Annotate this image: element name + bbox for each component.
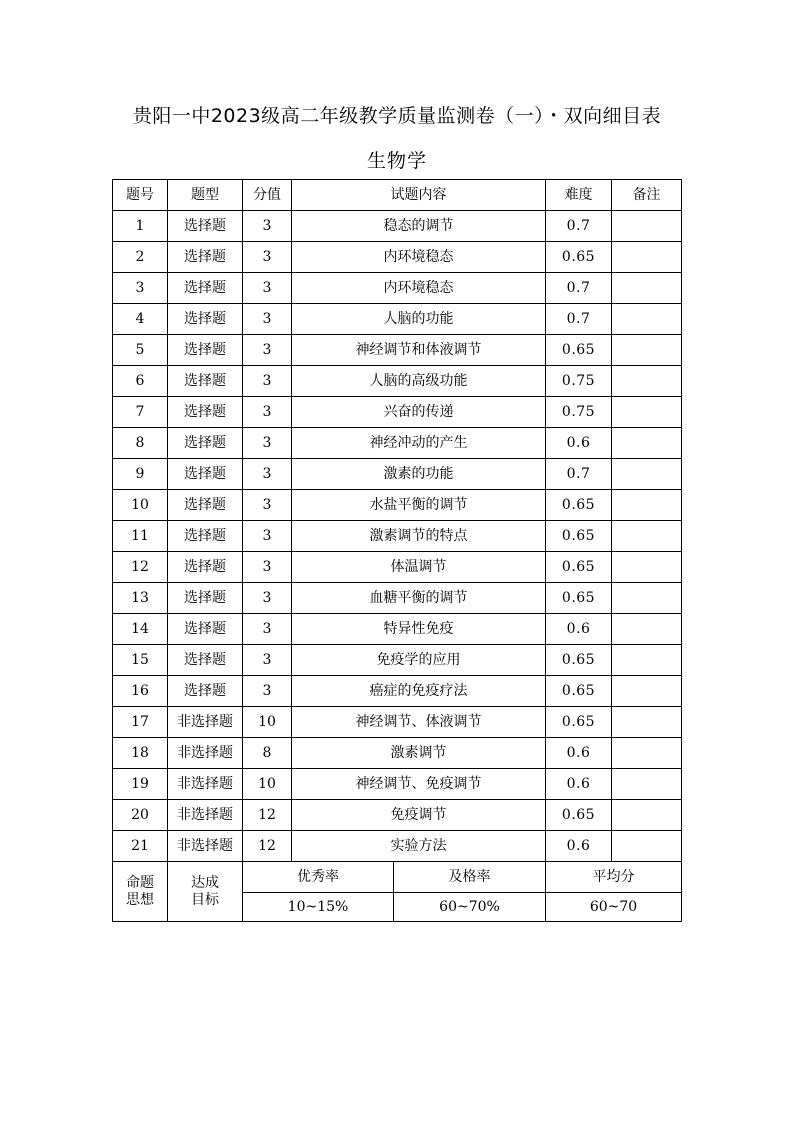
content-cell: 神经调节、体液调节 [292, 707, 546, 738]
question-type-cell: 选择题 [168, 366, 243, 397]
score-cell: 3 [243, 211, 292, 242]
score-cell: 3 [243, 366, 292, 397]
question-type-cell: 选择题 [168, 490, 243, 521]
table-row [113, 273, 682, 304]
remark-cell [612, 769, 682, 800]
question-number-cell: 9 [113, 459, 168, 490]
score-cell: 3 [243, 583, 292, 614]
score-cell: 10 [243, 769, 292, 800]
goal-cell [168, 862, 243, 922]
question-type-cell: 选择题 [168, 397, 243, 428]
content-cell: 癌症的免疫疗法 [292, 676, 546, 707]
table-header-row [113, 180, 682, 211]
remark-cell [612, 738, 682, 769]
question-number-cell: 2 [113, 242, 168, 273]
question-type-cell: 选择题 [168, 273, 243, 304]
remark-cell [612, 366, 682, 397]
difficulty-cell: 0.65 [546, 521, 612, 552]
content-cell: 体温调节 [292, 552, 546, 583]
question-type-cell: 选择题 [168, 614, 243, 645]
question-number-cell: 16 [113, 676, 168, 707]
content-cell: 激素调节 [292, 738, 546, 769]
question-number-cell: 3 [113, 273, 168, 304]
question-number-cell: 17 [113, 707, 168, 738]
score-cell: 3 [243, 304, 292, 335]
content-cell: 内环境稳态 [292, 273, 546, 304]
difficulty-cell: 0.6 [546, 831, 612, 862]
remark-cell [612, 273, 682, 304]
difficulty-cell: 0.6 [546, 738, 612, 769]
table-row [113, 428, 682, 459]
content-cell: 激素的功能 [292, 459, 546, 490]
question-number-cell: 5 [113, 335, 168, 366]
table-row [113, 335, 682, 366]
content-cell: 人脑的高级功能 [292, 366, 546, 397]
content-cell: 特异性免疫 [292, 614, 546, 645]
table-row [113, 211, 682, 242]
content-cell: 免疫调节 [292, 800, 546, 831]
question-type-cell: 选择题 [168, 335, 243, 366]
difficulty-cell: 0.65 [546, 552, 612, 583]
difficulty-cell: 0.65 [546, 242, 612, 273]
excellent-rate-value: 10~15% [243, 893, 394, 922]
table-row [113, 769, 682, 800]
score-cell: 10 [243, 707, 292, 738]
table-row [113, 304, 682, 335]
excellent-rate-label: 优秀率 [243, 862, 394, 893]
difficulty-cell: 0.6 [546, 428, 612, 459]
table-row [113, 521, 682, 552]
difficulty-cell: 0.6 [546, 614, 612, 645]
pass-rate-label: 及格率 [394, 862, 546, 893]
question-number-cell: 10 [113, 490, 168, 521]
goal-line-2: 目标 [191, 891, 219, 908]
score-cell: 3 [243, 397, 292, 428]
idea-line-1: 命题 [126, 875, 154, 892]
remark-cell [612, 800, 682, 831]
idea-line-2: 思想 [126, 891, 154, 908]
header-difficulty: 难度 [546, 180, 612, 211]
score-cell: 3 [243, 273, 292, 304]
remark-cell [612, 397, 682, 428]
header-question-number: 题号 [113, 180, 168, 211]
question-number-cell: 1 [113, 211, 168, 242]
question-number-cell: 6 [113, 366, 168, 397]
content-cell: 水盐平衡的调节 [292, 490, 546, 521]
content-cell: 血糖平衡的调节 [292, 583, 546, 614]
question-type-cell: 选择题 [168, 459, 243, 490]
difficulty-cell: 0.75 [546, 366, 612, 397]
difficulty-cell: 0.6 [546, 769, 612, 800]
table-row [113, 800, 682, 831]
question-number-cell: 15 [113, 645, 168, 676]
table-row [113, 738, 682, 769]
header-remark: 备注 [612, 180, 682, 211]
difficulty-cell: 0.65 [546, 676, 612, 707]
score-cell: 3 [243, 490, 292, 521]
table-row [113, 552, 682, 583]
content-cell: 稳态的调节 [292, 211, 546, 242]
remark-cell [612, 428, 682, 459]
remark-cell [612, 459, 682, 490]
remark-cell [612, 304, 682, 335]
remark-cell [612, 583, 682, 614]
header-question-type: 题型 [168, 180, 243, 211]
remark-cell [612, 211, 682, 242]
content-cell: 神经调节、免疫调节 [292, 769, 546, 800]
pass-rate-value: 60~70% [394, 893, 546, 922]
remark-cell [612, 614, 682, 645]
header-score: 分值 [243, 180, 292, 211]
remark-cell [612, 335, 682, 366]
question-type-cell: 选择题 [168, 583, 243, 614]
question-type-cell: 选择题 [168, 552, 243, 583]
header-content: 试题内容 [292, 180, 546, 211]
content-cell: 内环境稳态 [292, 242, 546, 273]
score-cell: 3 [243, 614, 292, 645]
question-type-cell: 非选择题 [168, 738, 243, 769]
question-type-cell: 非选择题 [168, 800, 243, 831]
question-type-cell: 非选择题 [168, 769, 243, 800]
score-cell: 3 [243, 242, 292, 273]
question-type-cell: 选择题 [168, 428, 243, 459]
remark-cell [612, 707, 682, 738]
question-number-cell: 21 [113, 831, 168, 862]
difficulty-cell: 0.7 [546, 459, 612, 490]
content-cell: 人脑的功能 [292, 304, 546, 335]
question-type-cell: 非选择题 [168, 707, 243, 738]
remark-cell [612, 521, 682, 552]
table-row [113, 242, 682, 273]
remark-cell [612, 552, 682, 583]
question-number-cell: 19 [113, 769, 168, 800]
question-number-cell: 14 [113, 614, 168, 645]
table-row [113, 676, 682, 707]
table-row [113, 707, 682, 738]
content-cell: 神经冲动的产生 [292, 428, 546, 459]
difficulty-cell: 0.75 [546, 397, 612, 428]
remark-cell [612, 490, 682, 521]
average-score-value: 60~70 [546, 893, 682, 922]
difficulty-cell: 0.65 [546, 335, 612, 366]
difficulty-cell: 0.7 [546, 273, 612, 304]
average-score-label: 平均分 [546, 862, 682, 893]
specification-table [112, 179, 682, 922]
table-row [113, 490, 682, 521]
document-subtitle: 生物学 [366, 150, 427, 172]
table-row [113, 366, 682, 397]
question-number-cell: 4 [113, 304, 168, 335]
score-cell: 3 [243, 645, 292, 676]
remark-cell [612, 831, 682, 862]
score-cell: 3 [243, 335, 292, 366]
idea-cell [113, 862, 168, 922]
question-number-cell: 8 [113, 428, 168, 459]
question-type-cell: 选择题 [168, 521, 243, 552]
content-cell: 激素调节的特点 [292, 521, 546, 552]
table-row [113, 645, 682, 676]
table-row [113, 583, 682, 614]
question-number-cell: 11 [113, 521, 168, 552]
question-type-cell: 选择题 [168, 676, 243, 707]
score-cell: 12 [243, 800, 292, 831]
table-row [113, 831, 682, 862]
goal-line-1: 达成 [191, 875, 219, 892]
table-row [113, 614, 682, 645]
score-cell: 3 [243, 459, 292, 490]
question-number-cell: 20 [113, 800, 168, 831]
document-title: 贵阳一中2023级高二年级教学质量监测卷（一）・双向细目表 [132, 105, 662, 127]
difficulty-cell: 0.65 [546, 800, 612, 831]
score-cell: 3 [243, 552, 292, 583]
question-type-cell: 非选择题 [168, 831, 243, 862]
difficulty-cell: 0.7 [546, 211, 612, 242]
score-cell: 12 [243, 831, 292, 862]
remark-cell [612, 242, 682, 273]
content-cell: 神经调节和体液调节 [292, 335, 546, 366]
question-type-cell: 选择题 [168, 645, 243, 676]
table-row [113, 459, 682, 490]
difficulty-cell: 0.65 [546, 645, 612, 676]
remark-cell [612, 645, 682, 676]
content-cell: 兴奋的传递 [292, 397, 546, 428]
difficulty-cell: 0.65 [546, 707, 612, 738]
question-number-cell: 18 [113, 738, 168, 769]
question-number-cell: 12 [113, 552, 168, 583]
score-cell: 8 [243, 738, 292, 769]
question-type-cell: 选择题 [168, 242, 243, 273]
table-row [113, 397, 682, 428]
content-cell: 实验方法 [292, 831, 546, 862]
question-number-cell: 7 [113, 397, 168, 428]
question-type-cell: 选择题 [168, 211, 243, 242]
score-cell: 3 [243, 428, 292, 459]
difficulty-cell: 0.7 [546, 304, 612, 335]
remark-cell [612, 676, 682, 707]
content-cell: 免疫学的应用 [292, 645, 546, 676]
score-cell: 3 [243, 521, 292, 552]
difficulty-cell: 0.65 [546, 583, 612, 614]
difficulty-cell: 0.65 [546, 490, 612, 521]
score-cell: 3 [243, 676, 292, 707]
footer-row-labels [113, 862, 682, 893]
question-number-cell: 13 [113, 583, 168, 614]
question-type-cell: 选择题 [168, 304, 243, 335]
